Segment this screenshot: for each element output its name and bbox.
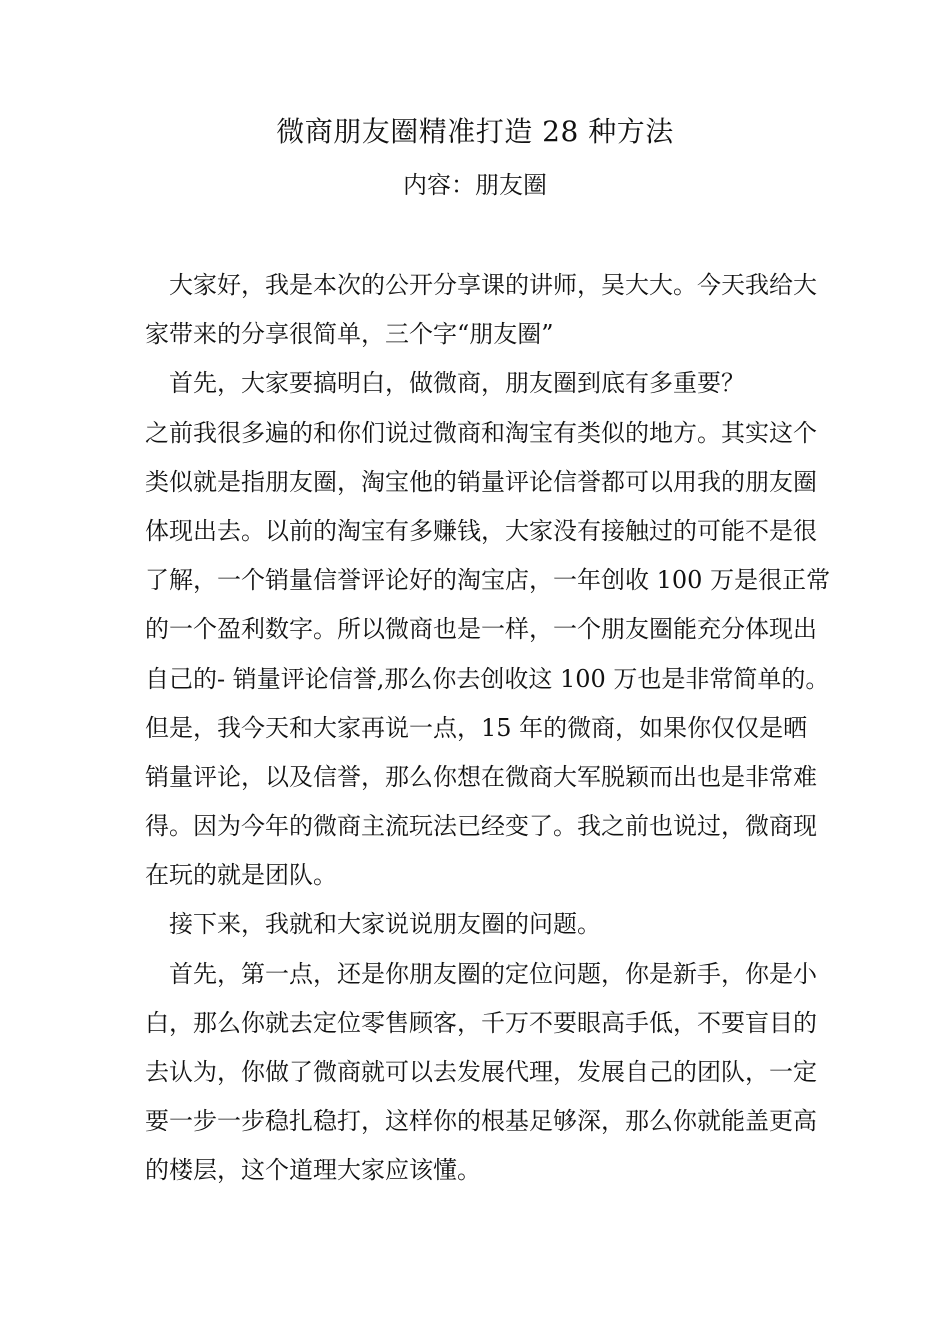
text-line: 首先，第一点，还是你朋友圈的定位问题，你是新手，你是小 bbox=[169, 959, 817, 988]
text-line: 接下来，我就和大家说说朋友圈的问题。 bbox=[169, 910, 601, 939]
text-line: 要一步一步稳扎稳打，这样你的根基足够深，那么你就能盖更高 bbox=[145, 1107, 817, 1136]
text-line: 的楼层，这个道理大家应该懂。 bbox=[145, 1156, 481, 1185]
text-line: 了解，一个销量信誉评论好的淘宝店，一年创收 100 万是很正常 bbox=[145, 566, 831, 595]
text-line: 家带来的分享很简单，三个字“朋友圈” bbox=[145, 320, 554, 349]
text-line: 类似就是指朋友圈，淘宝他的销量评论信誉都可以用我的朋友圈 bbox=[145, 467, 817, 496]
text-line: 之前我很多遍的和你们说过微商和淘宝有类似的地方。其实这个 bbox=[145, 418, 817, 447]
document-title: 微商朋友圈精准打造 28 种方法 bbox=[276, 115, 674, 148]
text-line: 首先，大家要搞明白，做微商，朋友圈到底有多重要？ bbox=[169, 369, 745, 398]
text-line: 大家好，我是本次的公开分享课的讲师，吴大大。今天我给大 bbox=[169, 271, 817, 299]
text-line: 体现出去。以前的淘宝有多赚钱，大家没有接触过的可能不是很 bbox=[145, 516, 817, 545]
text-line: 去认为，你做了微商就可以去发展代理，发展自己的团队，一定 bbox=[145, 1058, 817, 1086]
text-line: 的一个盈利数字。所以微商也是一样，一个朋友圈能充分体现出 bbox=[145, 615, 817, 644]
document-body bbox=[145, 265, 831, 1200]
text-line: 在玩的就是团队。 bbox=[145, 861, 337, 890]
text-line: 销量评论，以及信誉，那么你想在微商大军脱颖而出也是非常难 bbox=[145, 762, 817, 791]
text-line: 自己的- 销量评论信誉,那么你去创收这 100 万也是非常简单的。 bbox=[145, 664, 830, 693]
text-line: 得。因为今年的微商主流玩法已经变了。我之前也说过，微商现 bbox=[145, 812, 817, 841]
document-subtitle: 内容：朋友圈 bbox=[403, 171, 547, 199]
text-line: 白，那么你就去定位零售顾客，千万不要眼高手低，不要盲目的 bbox=[145, 1008, 817, 1037]
text-line: 但是，我今天和大家再说一点，15 年的微商，如果你仅仅是晒 bbox=[145, 713, 808, 742]
